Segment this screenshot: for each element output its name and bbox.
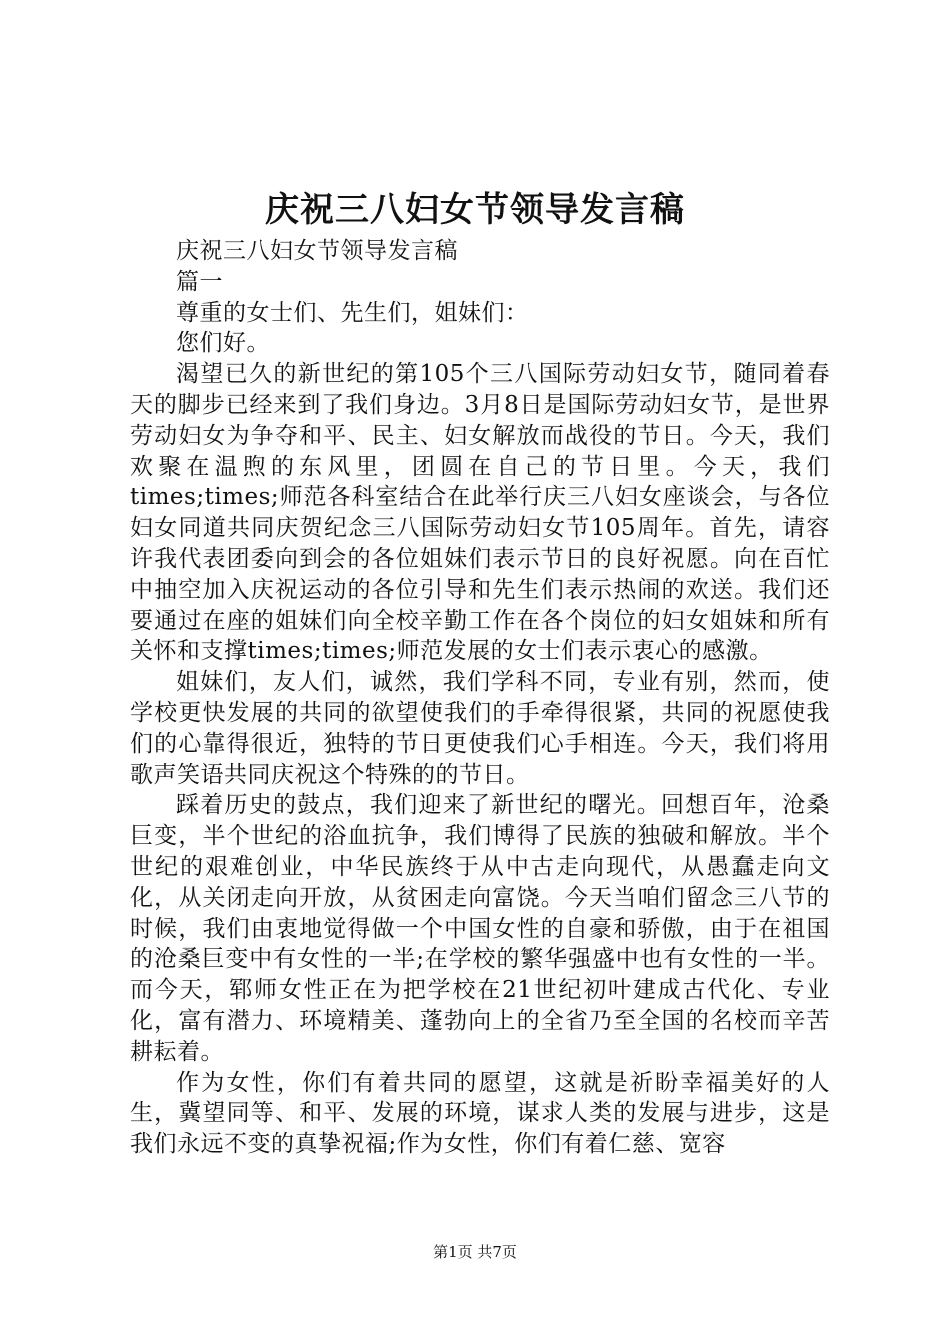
document-body [130,236,830,1160]
body-paragraph: 渴望已久的新世纪的第105个三八国际劳动妇女节，随同着春天的脚步已经来到了我们身边。3月8日是国际劳动妇女节，是世界劳动妇女为争夺和平、民主、妇女解放而战役的节日。今天，我们欢聚在温煦的东风里，团圆在自己的节日里。今天，我们times;times;师范各科室结合在此举行庆三八妇女座谈会，与各位妇女同道共同庆贺纪念三八国际劳动妇女节105周年。首先，请容许我代表团委向到会的各位姐妹们表示节日的良好祝愿。向在百忙中抽空加入庆祝运动的各位引导和先生们表示热闹的欢送。我们还要通过在座的姐妹们向全校辛勤工作在各个岗位的妇女姐妹和所有关怀和支撑times;times;师范发展的女士们表示衷心的感激。 [130,361,830,665]
salutation-paragraph: 尊重的女士们、先生们，姐妹们： [176,299,529,326]
body-paragraph: 踩着历史的鼓点，我们迎来了新世纪的曙光。回想百年，沧桑巨变，半个世纪的浴血抗争，我们博得了民族的独破和解放。半个世纪的艰难创业，中华民族终于从中古走向现代，从愚蠢走向文化，从关闭走向开放，从贫困走向富饶。今天当咱们留念三八节的时候，我们由衷地觉得做一个中国女性的自豪和骄傲，由于在祖国的沧桑巨变中有女性的一半;在学校的繁华强盛中也有女性的一半。而今天，郓师女性正在为把学校在21世纪初叶建成古代化、专业化，富有潜力、环境精美、蓬勃向上的全省乃至全国的名校而辛苦耕耘着。 [130,792,830,1065]
page-number-footer: 第1页 共7页 [433,1243,517,1261]
document-title: 庆祝三八妇女节领导发言稿 [265,190,685,230]
body-paragraph: 姐妹们，友人们，诚然，我们学科不同，专业有别，然而，使学校更快发展的共同的欲望使我们的手牵得很紧，共同的祝愿使我们的心靠得很近，独特的节日更使我们心手相连。今天，我们将用歌声笑语共同庆祝这个特殊的的节日。 [130,669,830,788]
greeting-paragraph: 您们好。 [176,330,270,357]
body-paragraph: 作为女性，你们有着共同的愿望，这就是祈盼幸福美好的人生，冀望同等、和平、发展的环境，谋求人类的发展与进步，这是我们永远不变的真挚祝福;作为女性，你们有着仁慈、宽容 [130,1069,830,1158]
subtitle-paragraph: 庆祝三八妇女节领导发言稿 [176,238,458,264]
section-label: 篇一 [176,268,223,295]
